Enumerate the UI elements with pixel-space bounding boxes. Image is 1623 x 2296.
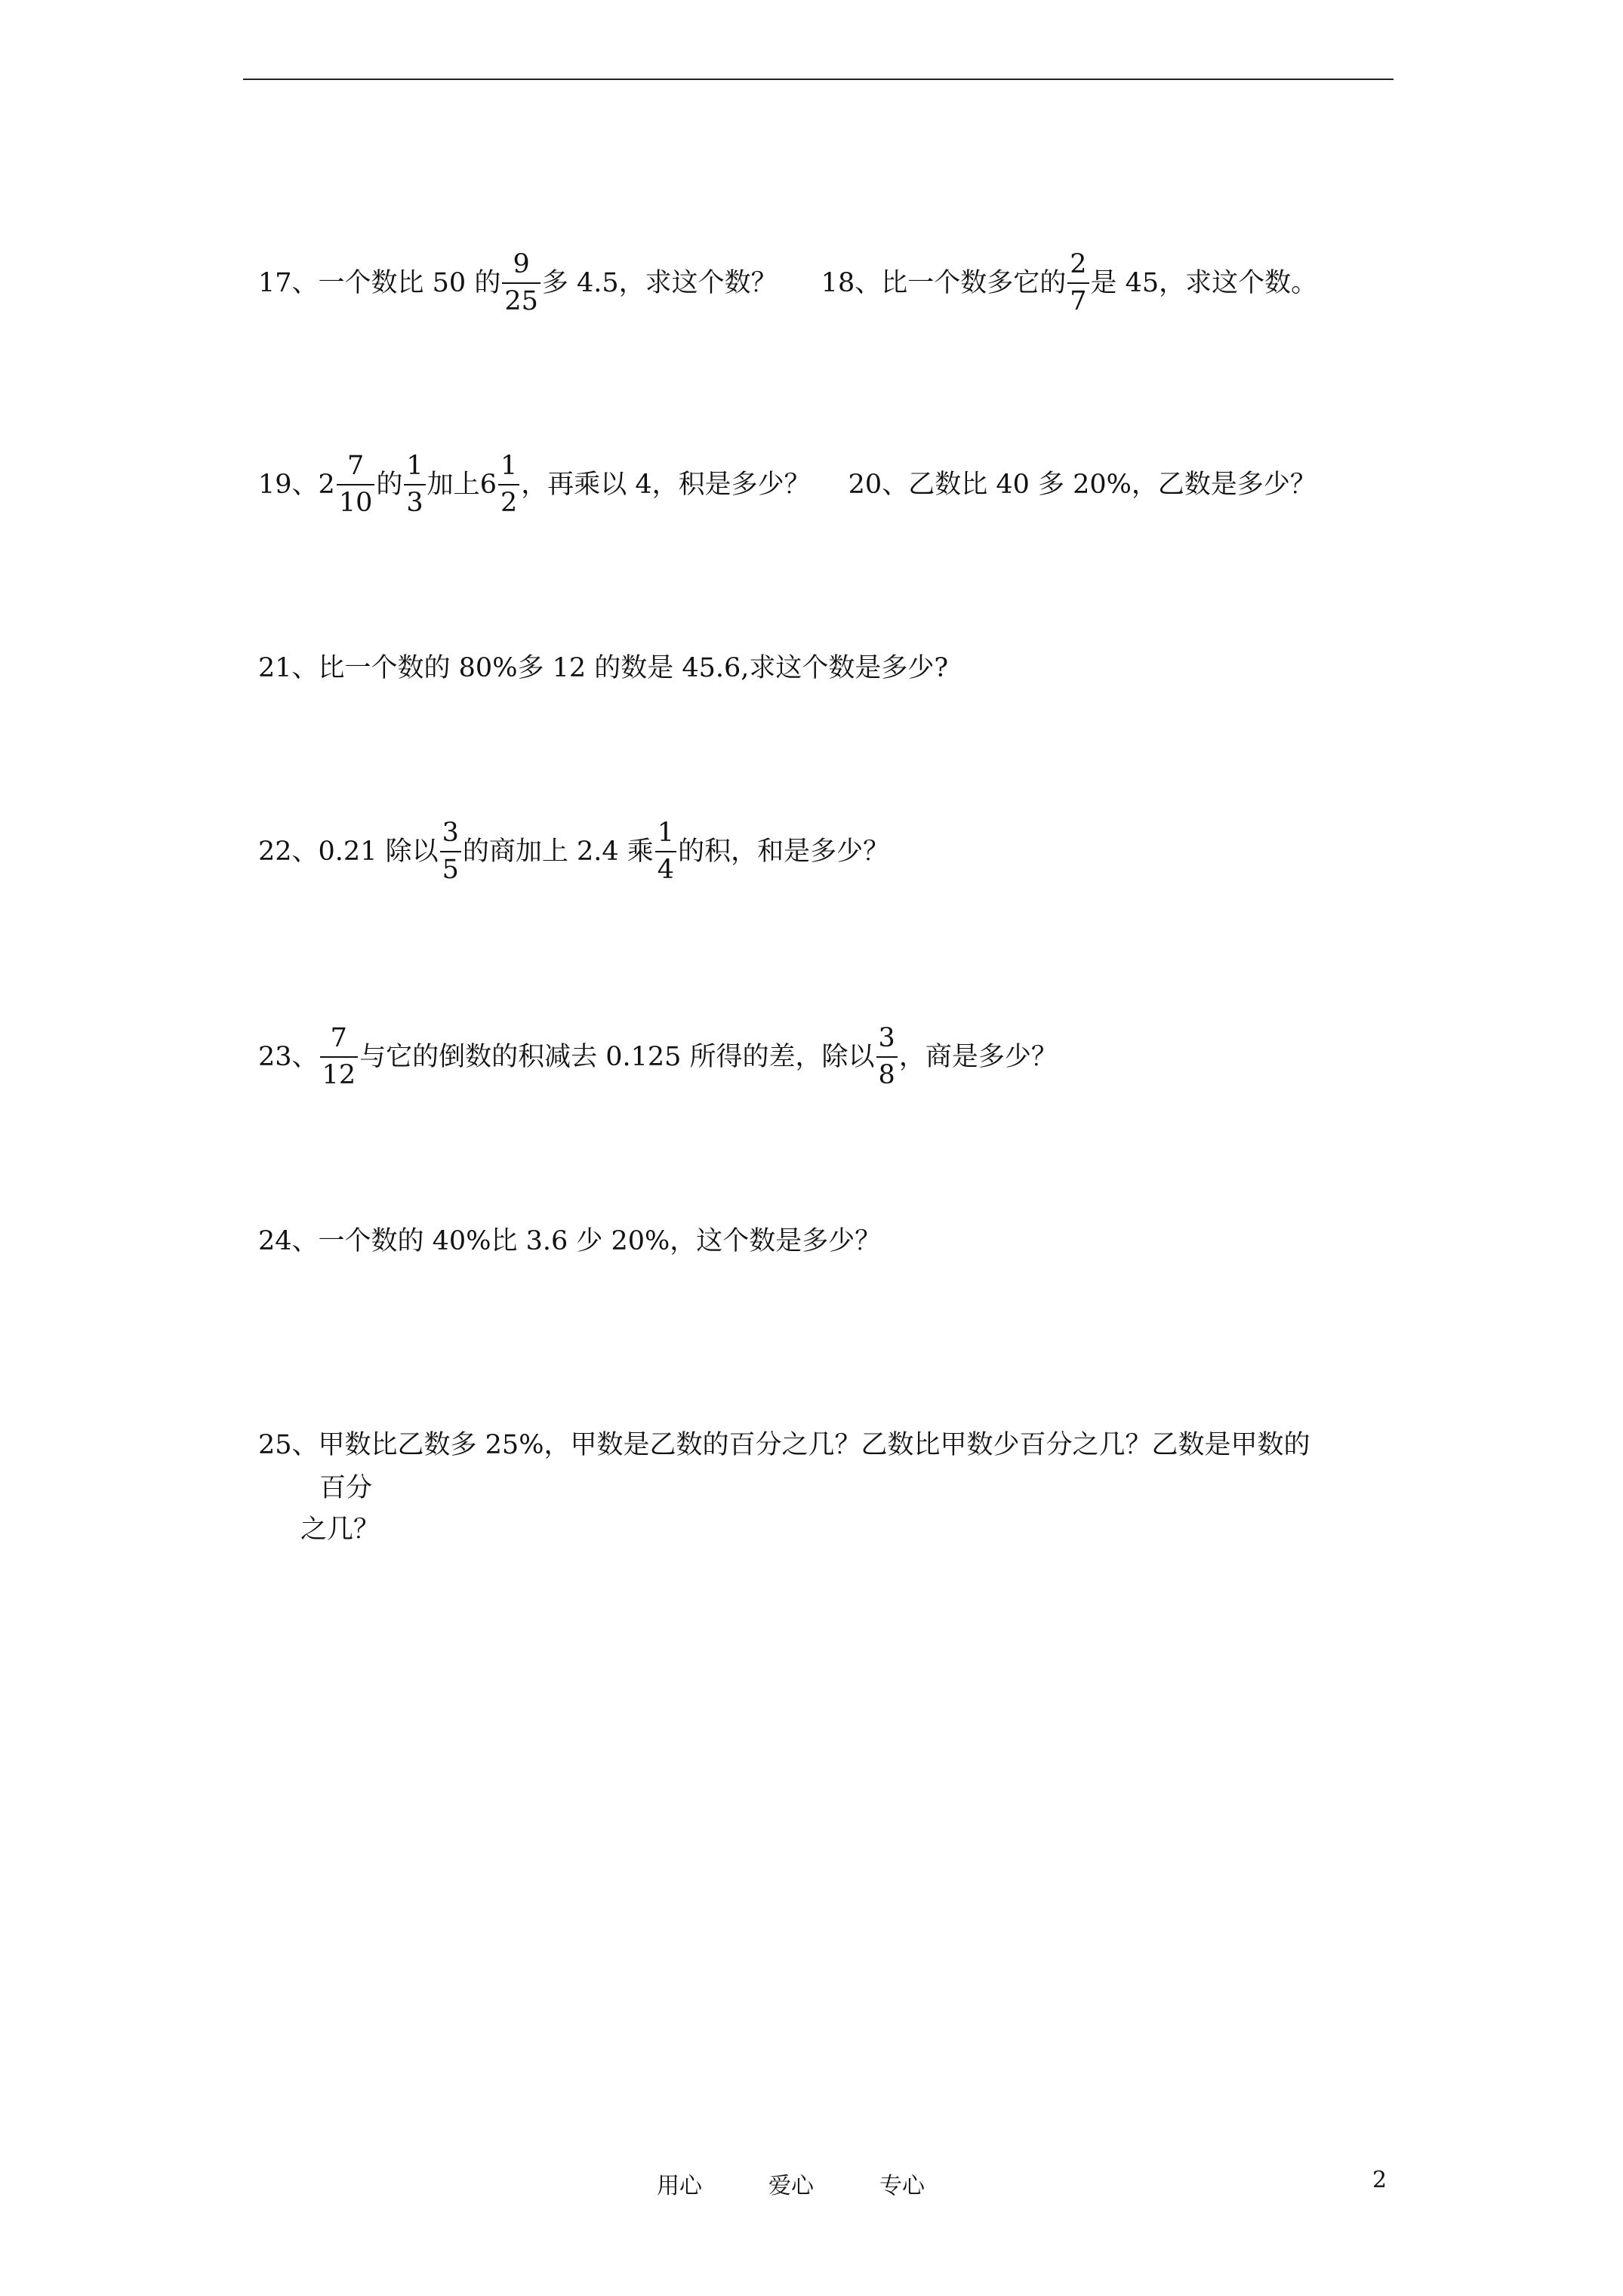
q19-denominator-3: 2: [498, 484, 519, 516]
question-17-18-row: [258, 238, 1317, 328]
q19-whole-3: 6: [479, 469, 497, 500]
q21-text: 21、比一个数的 80%多 12 的数是 45.6,求这个数是多少?: [258, 652, 949, 683]
q22-text-a: 22、0.21 除以: [258, 836, 439, 867]
q17-fraction: [502, 251, 540, 315]
q22-fraction-2: [655, 820, 676, 883]
question-24: [258, 1196, 881, 1287]
q18-numerator: 2: [1070, 249, 1087, 279]
q25-line-2: 百分: [319, 1473, 373, 1503]
q19-fraction-3: [498, 453, 519, 516]
q22-numerator-1: 3: [442, 818, 459, 848]
q18-fraction: [1067, 251, 1089, 315]
q22-numerator-2: 1: [657, 818, 675, 848]
footer-motto-2: 爱心: [768, 2173, 814, 2199]
q18-denominator: 7: [1067, 282, 1089, 315]
q19-mixed-number-1: [319, 453, 377, 516]
q23-text-c: ，商是多少？: [898, 1041, 1058, 1072]
q25-line-3: 之几？: [300, 1515, 380, 1545]
q23-denominator-2: 8: [876, 1056, 898, 1089]
q19-denominator-2: 3: [404, 484, 425, 516]
header-rule: [243, 79, 1394, 80]
q17-text-b: 多 4.5，求这个数？: [541, 267, 778, 298]
q23-numerator-2: 3: [878, 1023, 895, 1053]
q19-text-a: 19、: [258, 469, 319, 500]
q20-text: 20、乙数比 40 多 20%，乙数是多少？: [848, 469, 1317, 500]
q19-numerator-1: 7: [346, 451, 365, 481]
q24-text: 24、一个数的 40%比 3.6 少 20%，这个数是多少？: [258, 1225, 882, 1256]
footer-motto-3: 专心: [879, 2173, 925, 2199]
q19-numerator-3: 1: [500, 451, 518, 481]
footer-motto-1: 用心: [657, 2173, 702, 2199]
q23-text-b: 与它的倒数的积减去 0.125 所得的差，除以: [359, 1041, 875, 1072]
q22-denominator-1: 5: [440, 851, 461, 883]
q18-text-a: 18、比一个数多它的: [821, 267, 1067, 298]
question-23: [258, 1012, 1058, 1102]
q17-numerator: 9: [513, 249, 530, 279]
q19-fraction-1: [337, 453, 375, 516]
q19-denominator-1: 10: [337, 484, 375, 516]
q23-numerator-1: 7: [330, 1023, 347, 1053]
page-number: 2: [1372, 2167, 1387, 2193]
q22-text-b: 的商加上 2.4 乘: [462, 836, 654, 867]
q22-text-c: 的积，和是多少？: [678, 836, 890, 867]
q22-fraction-1: [440, 820, 461, 883]
q22-denominator-2: 4: [655, 851, 676, 883]
question-21: [258, 623, 948, 713]
q25-line-1: 25、甲数比乙数多 25%，甲数是乙数的百分之几？乙数比甲数少百分之几？乙数是甲数的: [258, 1430, 1310, 1460]
q23-fraction-2: [876, 1025, 898, 1089]
q23-denominator-1: 12: [320, 1056, 359, 1089]
q23-text-a: 23、: [258, 1041, 319, 1072]
question-22: [258, 806, 889, 897]
q19-mixed-number-3: [480, 453, 522, 516]
q18-text-b: 是 45，求这个数。: [1090, 267, 1318, 298]
q19-whole-1: 2: [318, 469, 335, 500]
q17-denominator: 25: [502, 282, 540, 315]
q19-text-e: ，再乘以 4，积是多少？: [521, 469, 811, 500]
q17-text-a: 17、一个数比 50 的: [258, 267, 501, 298]
q19-text-c: 加上: [427, 469, 480, 500]
q19-fraction-2: [404, 453, 425, 516]
q19-text-b: 的: [376, 469, 403, 500]
question-19-20-row: [258, 439, 1317, 530]
q19-numerator-2: 1: [406, 451, 423, 481]
q23-fraction-1: [320, 1025, 359, 1089]
